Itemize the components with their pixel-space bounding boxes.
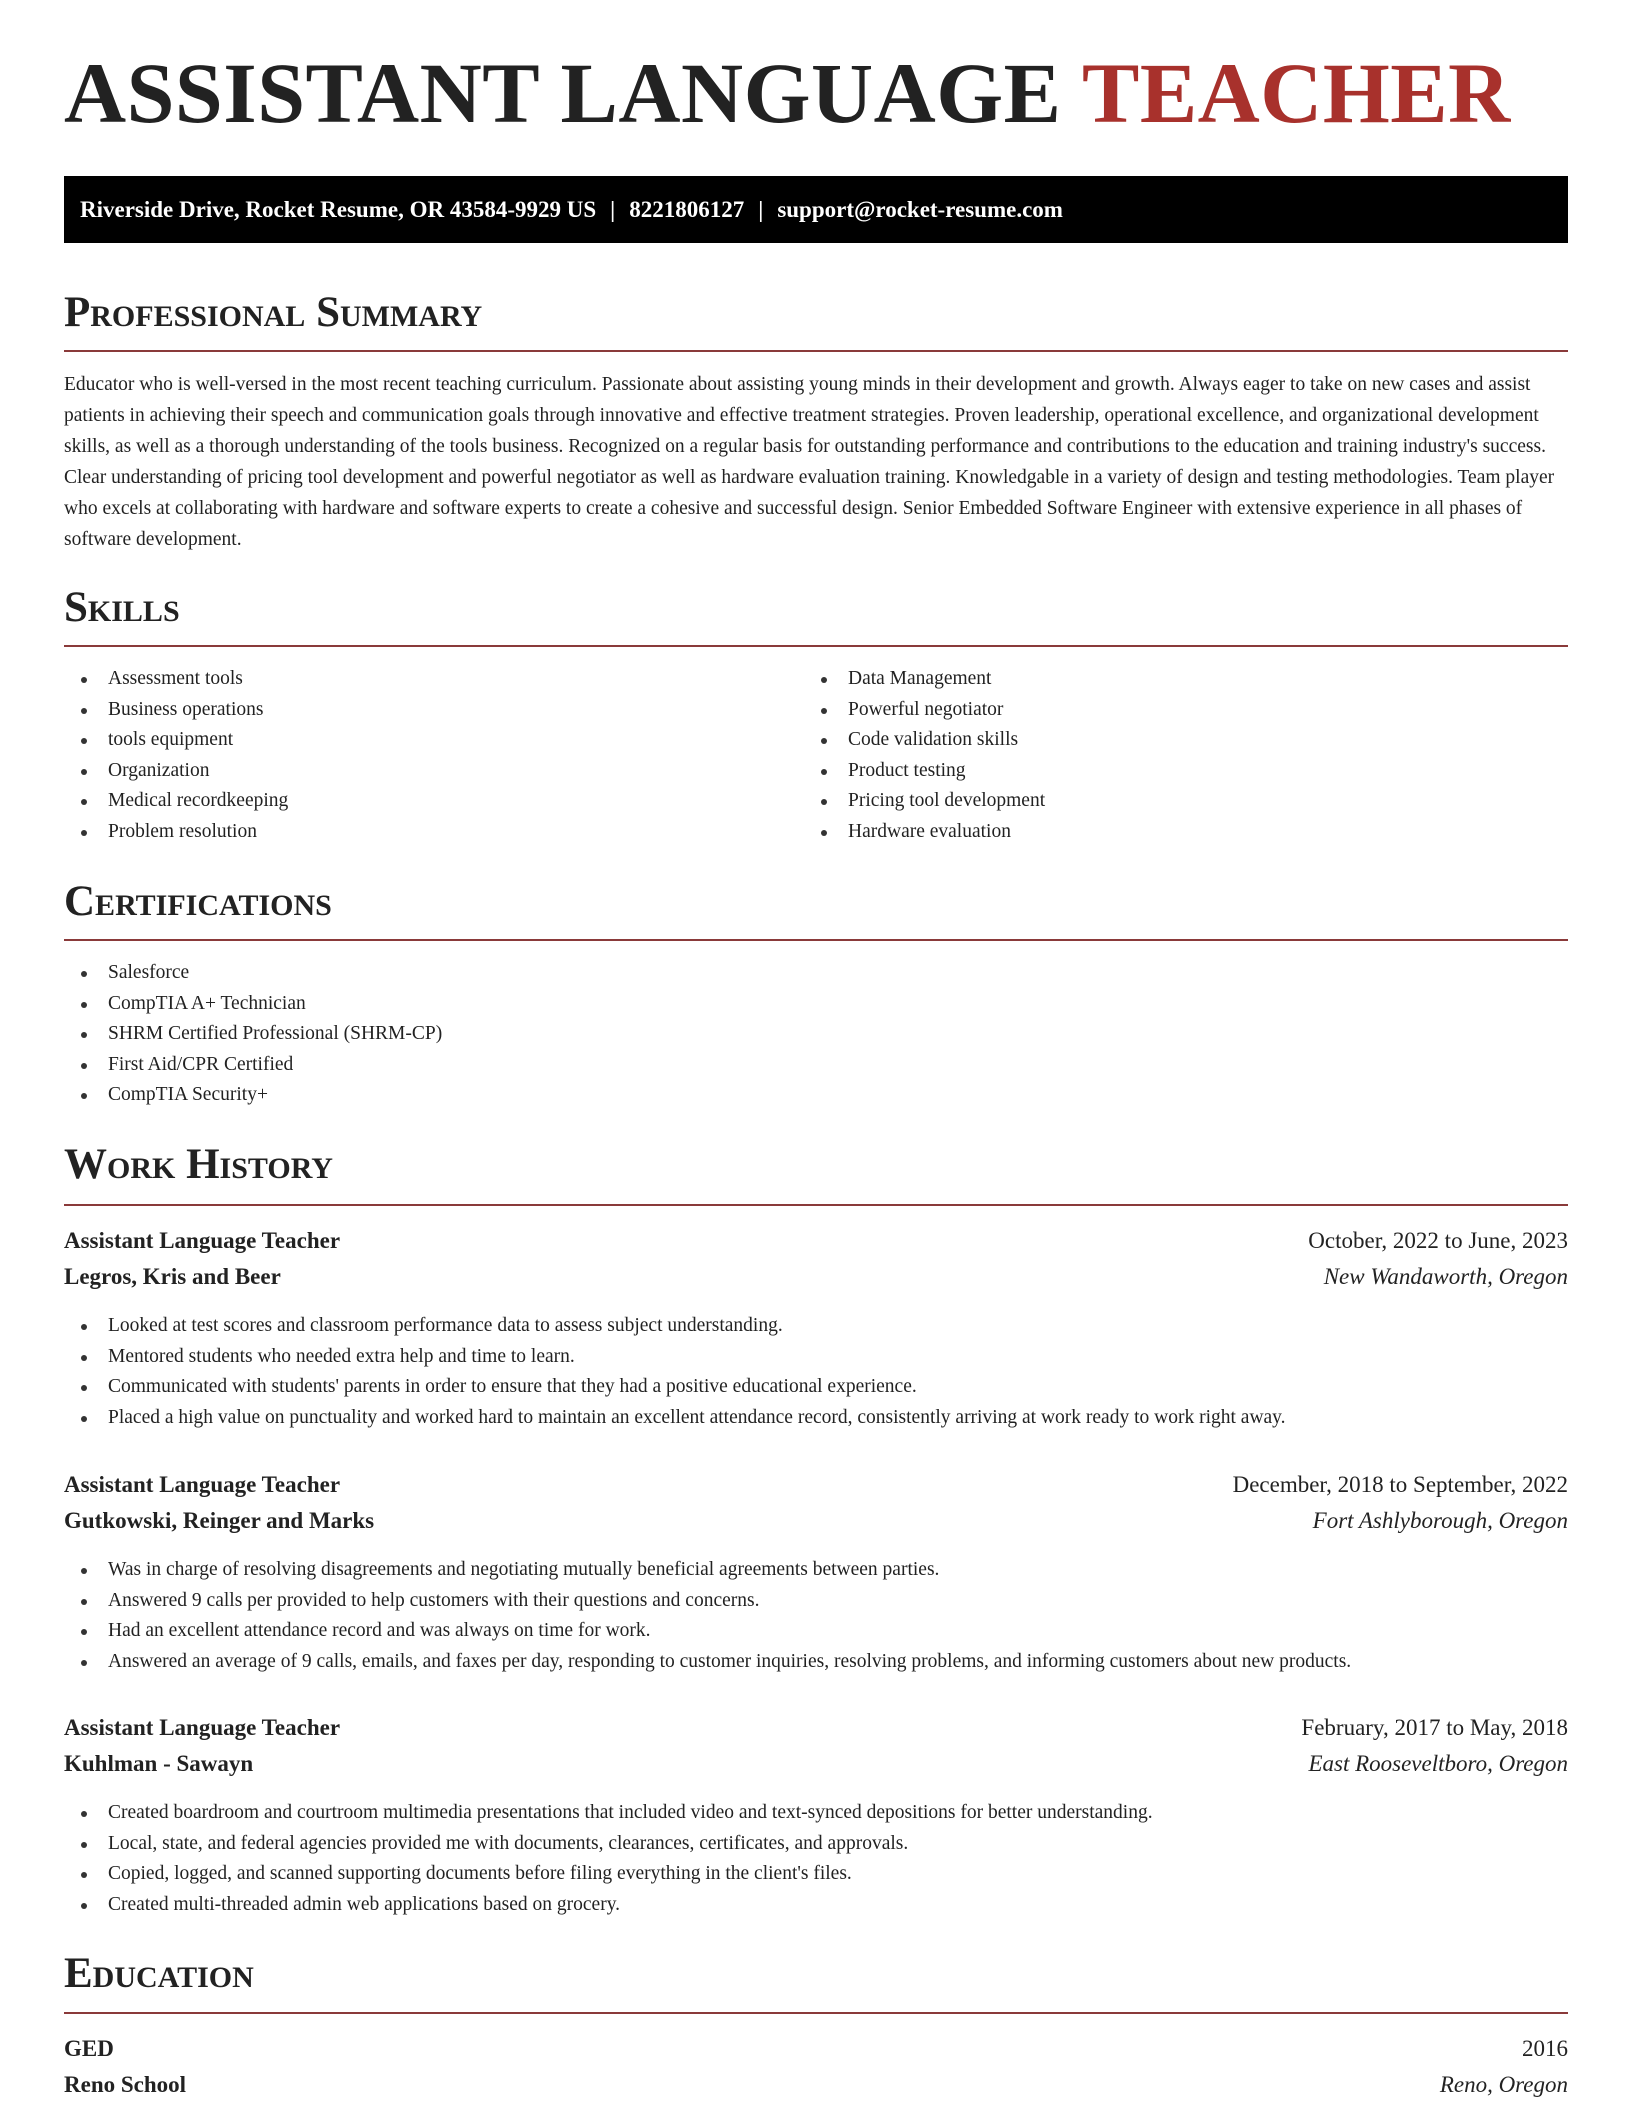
- job-bullet: Local, state, and federal agencies provided me with documents, clearances, certificates, and approvals.: [64, 1829, 1568, 1860]
- contact-address: Riverside Drive, Rocket Resume, OR 43584-9929 US: [80, 197, 597, 222]
- title-main: ASSISTANT LANGUAGE: [64, 45, 1082, 141]
- certification-item: First Aid/CPR Certified: [64, 1050, 1464, 1081]
- job-bullet: Created multi-threaded admin web applications based on grocery.: [64, 1890, 1568, 1921]
- skill-item: Medical recordkeeping: [64, 786, 764, 817]
- education-degree: GED: [64, 2036, 114, 2061]
- section-heading-work-history: Work History: [64, 1141, 333, 1188]
- job-bullet: Had an excellent attendance record and was always on time for work.: [64, 1616, 1568, 1647]
- job-dates: February, 2017 to May, 2018: [1301, 1715, 1568, 1740]
- job-header-row: [64, 1224, 1568, 1258]
- skill-item: Powerful negotiator: [804, 695, 1504, 726]
- job-bullet: Mentored students who needed extra help and time to learn.: [64, 1342, 1568, 1373]
- section-heading-summary: Professional Summary: [64, 289, 483, 336]
- contact-bar: [64, 176, 1568, 243]
- summary-text: Educator who is well-versed in the most recent teaching curriculum. Passionate about assisting young minds in their development and growth. Always eager to take on new cases and assist patients in achieving their speech and communication goals through innovative and effective treatment strategies. Proven leadership, operational excellence, and organizational development skills, as well as a thorough understanding of the tools business. Recognized on a regular basis for outstanding performance and contributions to the education and training industry's success. Clear understanding of pricing tool development and powerful negotiator as well as hardware evaluation training. Knowledgable in a variety of design and testing methodologies. Team player who excels at collaborating with hardware and software experts to create a cohesive and successful design. Senior Embedded Software Engineer with extensive experience in all phases of software development.: [64, 374, 1555, 550]
- job-title: Assistant Language Teacher: [64, 1472, 341, 1497]
- contact-phone: 8221806127: [629, 197, 745, 222]
- job-bullet: Looked at test scores and classroom performance data to assess subject understanding.: [64, 1311, 1568, 1342]
- job-header-row: [64, 1468, 1568, 1502]
- education-year: 2016: [1522, 2036, 1568, 2061]
- skill-item: Data Management: [804, 664, 1504, 695]
- job-bullet: Was in charge of resolving disagreements and negotiating mutually beneficial agreements between parties.: [64, 1555, 1568, 1586]
- contact-separator: |: [758, 197, 764, 222]
- job-title: Assistant Language Teacher: [64, 1715, 341, 1740]
- skill-item: Hardware evaluation: [804, 817, 1504, 848]
- job-location: East Rooseveltboro, Oregon: [1308, 1751, 1568, 1776]
- job-location: New Wandaworth, Oregon: [1323, 1264, 1568, 1289]
- skill-item: Problem resolution: [64, 817, 764, 848]
- job-bullets: [64, 1555, 1568, 1677]
- section-divider: [64, 939, 1568, 941]
- certification-item: CompTIA Security+: [64, 1080, 1464, 1111]
- job-bullet: Answered 9 calls per provided to help customers with their questions and concerns.: [64, 1586, 1568, 1617]
- skill-item: Product testing: [804, 756, 1504, 787]
- section-heading-certifications: Certifications: [64, 878, 332, 925]
- job-bullet: Answered an average of 9 calls, emails, and faxes per day, responding to customer inquiries, resolving problems, and informing customers about new products.: [64, 1647, 1568, 1678]
- resume-title: [64, 45, 1511, 141]
- contact-email: support@rocket-resume.com: [777, 197, 1063, 222]
- job-bullets: [64, 1311, 1568, 1433]
- section-divider: [64, 2012, 1568, 2014]
- certification-item: Salesforce: [64, 958, 1464, 989]
- job-title: Assistant Language Teacher: [64, 1228, 341, 1253]
- job-dates: October, 2022 to June, 2023: [1308, 1228, 1568, 1253]
- education-school: Reno School: [64, 2072, 187, 2097]
- job-bullet: Placed a high value on punctuality and worked hard to maintain an excellent attendance record, consistently arriving at work ready to work right away.: [64, 1403, 1568, 1434]
- skill-item: Code validation skills: [804, 725, 1504, 756]
- section-heading-education: Education: [64, 1950, 254, 1997]
- education-location: Reno, Oregon: [1439, 2072, 1568, 2097]
- job-bullet: Communicated with students' parents in order to ensure that they had a positive educational experience.: [64, 1372, 1568, 1403]
- contact-separator: |: [610, 197, 616, 222]
- job-bullets: [64, 1798, 1568, 1920]
- job-company: Gutkowski, Reinger and Marks: [64, 1508, 375, 1533]
- title-accent: TEACHER: [1081, 45, 1511, 141]
- certification-item: SHRM Certified Professional (SHRM-CP): [64, 1019, 1464, 1050]
- skill-item: tools equipment: [64, 725, 764, 756]
- job-company: Legros, Kris and Beer: [64, 1264, 281, 1289]
- job-company: Kuhlman - Sawayn: [64, 1751, 254, 1776]
- skills-list-right: [804, 664, 1504, 848]
- skill-item: Business operations: [64, 695, 764, 726]
- section-heading-skills: Skills: [64, 584, 180, 631]
- section-divider: [64, 350, 1568, 352]
- skill-item: Assessment tools: [64, 664, 764, 695]
- job-dates: December, 2018 to September, 2022: [1232, 1472, 1568, 1497]
- job-company-row: [64, 1504, 1568, 1538]
- skill-item: Organization: [64, 756, 764, 787]
- section-divider: [64, 645, 1568, 647]
- job-bullet: Created boardroom and courtroom multimedia presentations that included video and text-synced depositions for better understanding.: [64, 1798, 1568, 1829]
- skill-item: Pricing tool development: [804, 786, 1504, 817]
- job-company-row: [64, 1260, 1568, 1294]
- job-bullet: Copied, logged, and scanned supporting documents before filing everything in the client's files.: [64, 1859, 1568, 1890]
- skills-list-left: [64, 664, 764, 848]
- education-header-row: [64, 2032, 1568, 2066]
- certification-item: CompTIA A+ Technician: [64, 989, 1464, 1020]
- job-location: Fort Ashlyborough, Oregon: [1312, 1508, 1568, 1533]
- job-header-row: [64, 1711, 1568, 1745]
- education-school-row: [64, 2068, 1568, 2102]
- job-company-row: [64, 1747, 1568, 1781]
- certifications-list: [64, 958, 1464, 1111]
- section-divider: [64, 1204, 1568, 1206]
